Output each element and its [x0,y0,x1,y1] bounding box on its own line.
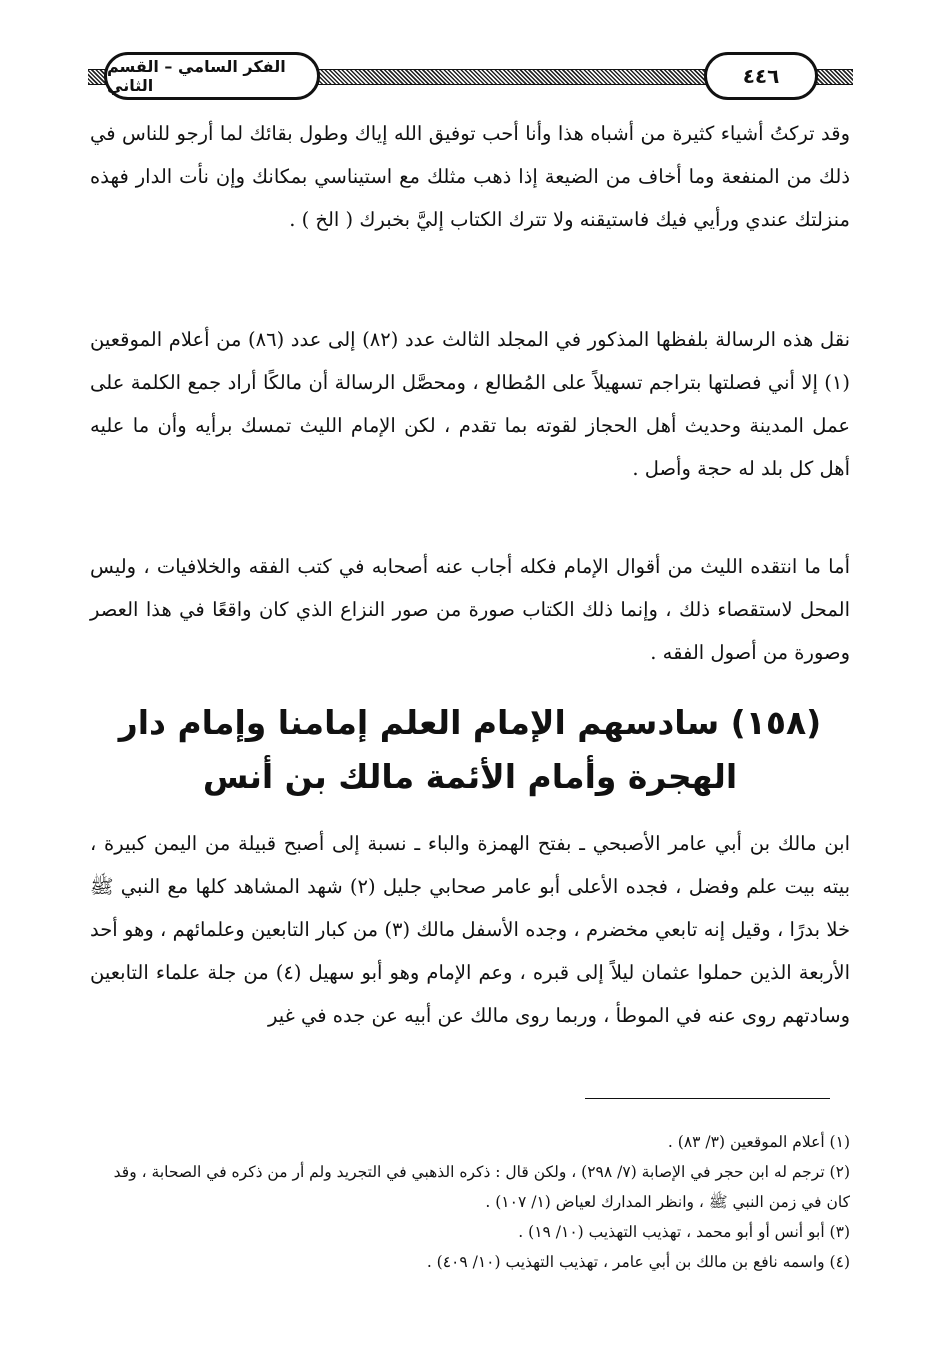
section-heading [90,696,850,804]
section-heading-line-2: الهجرة وأمام الأئمة مالك بن أنس [202,757,738,796]
body-paragraph: وقد تركتُ أشياء كثيرة من أشباه هذا وأنا أحب توفيق الله إياك وطول بقائك لما أرجو للناس في ذلك من المنفعة وما أخاف من الضيعة إذا ذهب مثلك مع استيناسي بمكانك وإن نأت الدار فهذه منزلتك عندي ورأيي فيك فاستيقنه ولا تترك الكتاب إليَّ بخبرك ( الخ ) . [90,122,850,231]
running-title: الفكر السامي – القسم الثاني [104,52,320,100]
body-paragraph: أما ما انتقده الليث من أقوال الإمام فكله أجاب عنه أصحابه في كتب الفقه والخلافيات ، وليس المحل لاستقصاء ذلك ، وإنما ذلك الكتاب صورة من صور النزاع الذي كان واقعًا في هذا العصر وصورة من أصول الفقه . [90,555,850,664]
page-header [88,48,853,102]
footnote: (٢) ترجم له ابن حجر في الإصابة (٧/ ٢٩٨) ، ولكن قال : ذكره الذهبي في التجريد ولم أر من ذكره في الصحابة ، وقد كان في زمن النبي ﷺ ، وانظر المدارك لعياض (١/ ١٠٧) . [113,1163,850,1211]
footnote: (٤) واسمه نافع بن مالك بن أبي عامر ، تهذيب التهذيب (١٠/ ٤٠٩) . [426,1253,850,1271]
body-paragraph: ابن مالك بن أبي عامر الأصبحي ـ بفتح الهمزة والباء ـ نسبة إلى أصبح قبيلة من اليمن كبيرة ، بيته بيت علم وفضل ، فجده الأعلى أبو عامر صحابي جليل (٢) شهد المشاهد كلها مع النبي ﷺ خلا بدرًا ، وقيل إنه تابعي مخضرم ، وجده الأسفل مالك (٣) من كبار التابعين وعلمائهم ، وهو أحد الأربعة الذين حملوا عثمان ليلاً إلى قبره ، وعم الإمام وهو أبو سهيل (٤) من جلة علماء التابعين وسادتهم روى عنه في الموطأ ، وربما روى مالك عن أبيه عن جده في غير [90,832,851,1027]
footnote: (٣) أبو أنس أو أبو محمد ، تهذيب التهذيب (١٠/ ١٩) . [518,1223,850,1241]
footnotes [90,1127,850,1277]
paragraph-transmission [90,318,850,490]
section-heading-line-1: (١٥٨) سادسهم الإمام العلم إمامنا وإمام دار [118,703,822,742]
body-paragraph: نقل هذه الرسالة بلفظها المذكور في المجلد الثالث عدد (٨٢) إلى عدد (٨٦) من أعلام الموقعين (١) إلا أني فصلتها بتراجم تسهيلاً على المُطالع ، ومحصَّل الرسالة أن مالكًا أراد جمع الكلمة على عمل المدينة وحديث أهل الحجاز لقوته بما تقدم ، لكن الإمام الليث تمسك برأيه وأن ما عليه أهل كل بلد له حجة وأصل . [90,328,851,480]
page-number: ٤٤٦ [704,52,818,100]
footnote: (١) أعلام الموقعين (٣/ ٨٣) . [667,1133,850,1151]
paragraph-critique [90,545,850,674]
paragraph-biography [90,822,850,1037]
paragraph-letter-end [90,112,850,241]
footnote-separator [585,1098,830,1099]
